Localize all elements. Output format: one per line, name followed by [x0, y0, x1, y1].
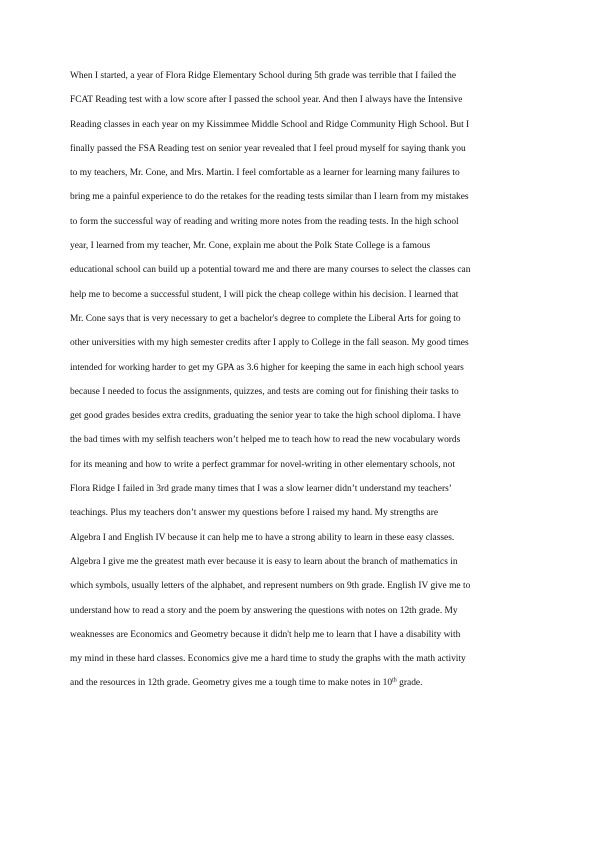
paragraph-line: which symbols, usually letters of the alphabet, and represent numbers on 9th grade. English IV give me to	[70, 581, 471, 592]
paragraph-line: to my teachers, Mr. Cone, and Mrs. Martin. I feel comfortable as a learner for learning many failures to	[70, 168, 460, 179]
paragraph-line: bring me a painful experience to do the retakes for the reading tests similar than I learn from my mistakes	[70, 192, 469, 203]
paragraph-line: Flora Ridge I failed in 3rd grade many times that I was a slow learner didn’t understand my teachers’	[70, 484, 452, 495]
paragraph-line: teachings. Plus my teachers don’t answer my questions before I raised my hand. My strengths are	[70, 508, 439, 519]
paragraph-line: my mind in these hard classes. Economics give me a hard time to study the graphs with the math activity	[70, 654, 466, 665]
paragraph-line: to form the successful way of reading and writing more notes from the reading tests. In the high school	[70, 216, 459, 227]
paragraph-line: understand how to read a story and the poem by answering the questions with notes on 12th grade. My	[70, 605, 458, 616]
paragraph-line: year, I learned from my teacher, Mr. Cone, explain me about the Polk State College is a famous	[70, 241, 431, 252]
paragraph-line: help me to become a successful student, I will pick the cheap college within his decision. I learned that	[70, 289, 459, 300]
paragraph-line-final	[70, 673, 530, 697]
paragraph-line: Mr. Cone says that is very necessary to get a bachelor's degree to complete the Liberal Arts for going to	[70, 313, 461, 324]
paragraph-line: for its meaning and how to write a perfect grammar for novel-writing in other elementary schools, not	[70, 459, 455, 470]
paragraph-line: Algebra I and English IV because it can help me to have a strong ability to learn in these easy classes.	[70, 532, 455, 543]
ordinal-superscript: th	[392, 677, 397, 684]
final-line-text: and the resources in 12th grade. Geometry gives me a tough time to make notes in 10	[70, 678, 393, 689]
paragraph-line: other universities with my high semester credits after I apply to College in the fall season. My good times	[70, 338, 469, 349]
paragraph-line: the bad times with my selfish teachers won’t helped me to teach how to read the new vocabulary words	[70, 435, 461, 446]
paragraph-line: educational school can build up a potential toward me and there are many courses to select the classes can	[70, 265, 471, 276]
paragraph-line: Algebra I give me the greatest math ever because it is easy to learn about the branch of mathematics in	[70, 556, 458, 567]
paragraph-line: because I needed to focus the assignments, quizzes, and tests are coming out for finishing their tasks to	[70, 386, 459, 397]
final-line-tail: grade.	[396, 678, 423, 689]
paragraph-line: weaknesses are Economics and Geometry because it didn't help me to learn that I have a disability with	[70, 629, 461, 640]
essay-paragraph	[70, 66, 530, 698]
paragraph-line: FCAT Reading test with a low score after I passed the school year. And then I always have the Intensive	[70, 95, 463, 106]
paragraph-line: intended for working harder to get my GPA as 3.6 higher for keeping the same in each high school years	[70, 362, 464, 373]
paragraph-line: Reading classes in each year on my Kissimmee Middle School and Ridge Community High School. But I	[70, 119, 470, 130]
paragraph-line: When I started, a year of Flora Ridge Elementary School during 5th grade was terrible that I failed the	[70, 71, 457, 81]
paragraph-line: finally passed the FSA Reading test on senior year revealed that I feel proud myself for saying thank you	[70, 143, 466, 154]
paragraph-line: get good grades besides extra credits, graduating the senior year to take the high school diploma. I have	[70, 411, 461, 422]
